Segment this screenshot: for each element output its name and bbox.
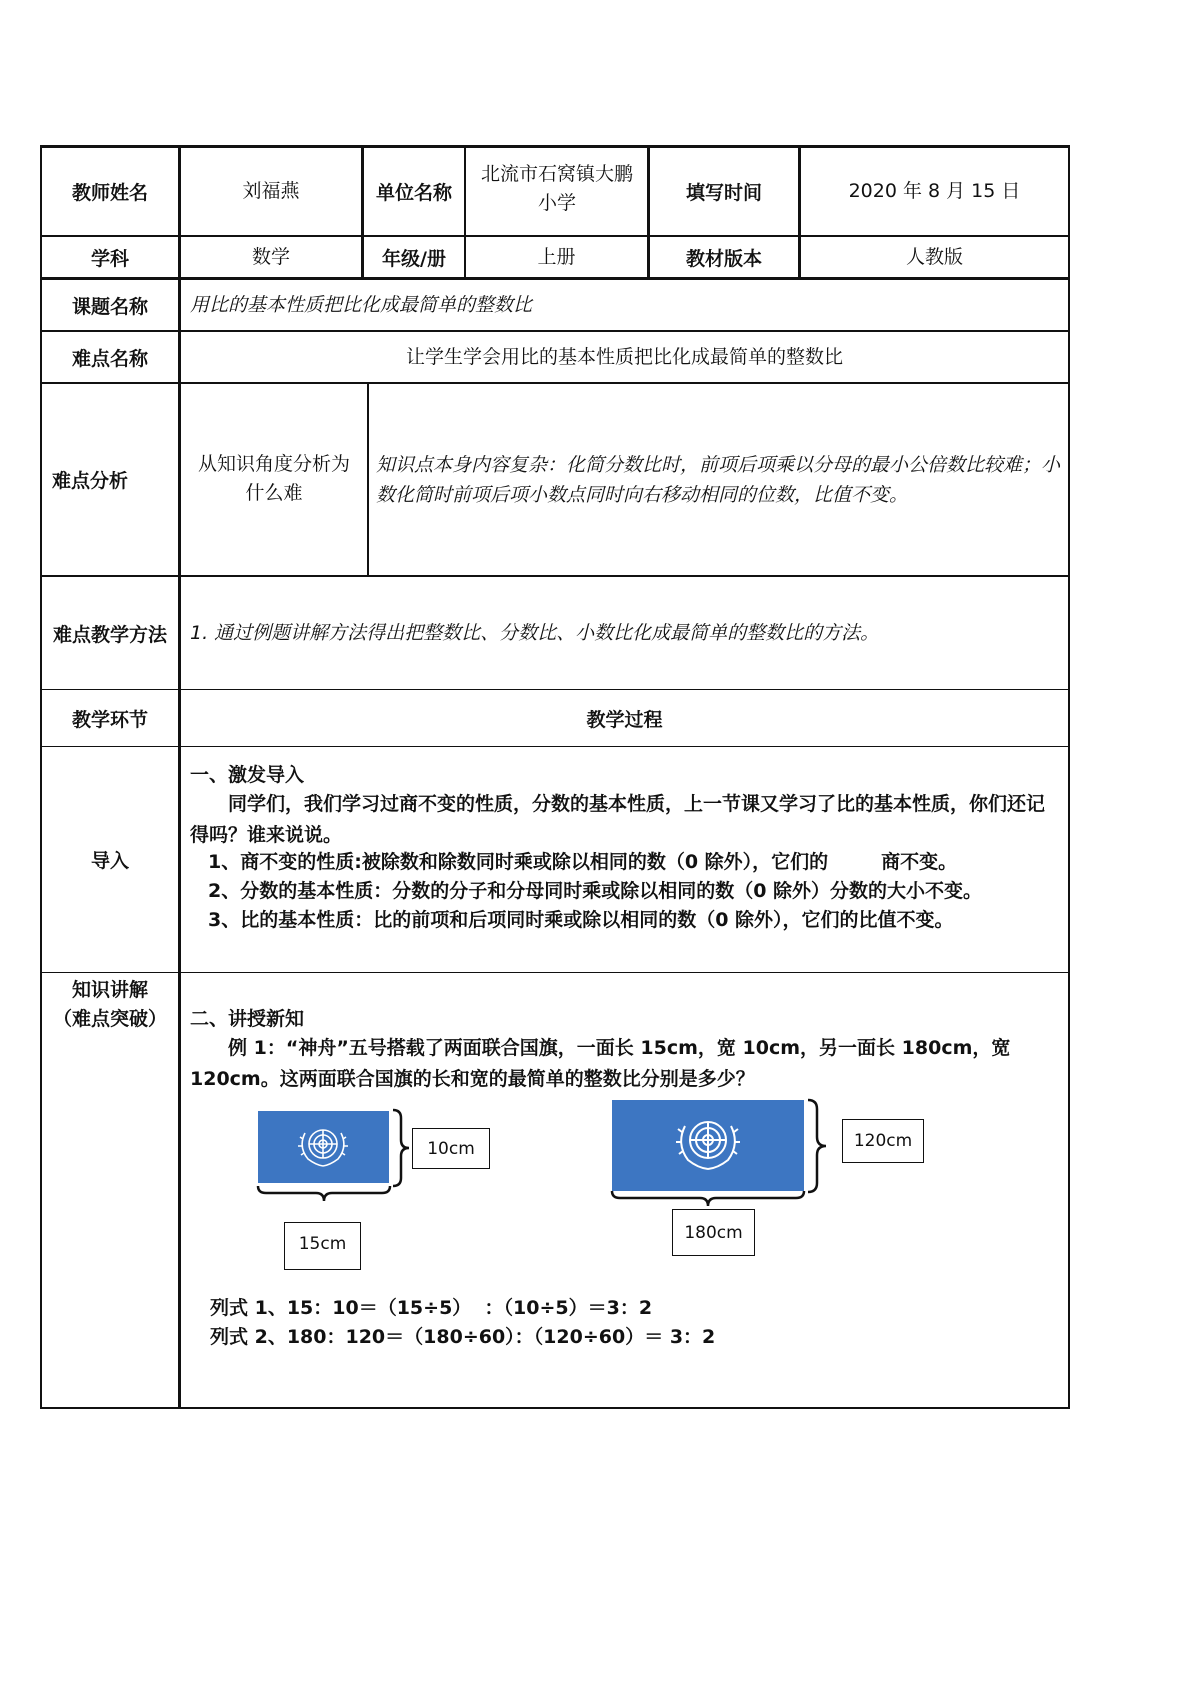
grade-value: 上册: [537, 245, 576, 268]
fill-date-label: 填写时间: [685, 182, 762, 204]
intro-label: 导入: [90, 850, 129, 872]
brace-bottom: [256, 1184, 392, 1208]
process-header-label: 教学环节: [71, 708, 148, 731]
column-divider: [367, 382, 369, 577]
unit-name-value: 北流市石窝镇大鹏小学: [480, 162, 633, 214]
teacher-name-value: 刘福燕: [242, 180, 300, 202]
fill-date-value: 2020 年 8 月 15 日: [848, 180, 1021, 202]
analysis-sublabel: 从知识角度分析为什么难: [197, 453, 350, 504]
method-value: 1. 通过例题讲解方法得出把整数比、分数比、小数比化成最简单的整数比的方法。: [190, 622, 880, 644]
flag1-length-box: [284, 1222, 361, 1270]
brace-right: [391, 1108, 411, 1192]
intro-item: 3、比的基本性质：比的前项和后项同时乘或除以相同的数（0 除外），它们的比值不变。: [208, 909, 954, 931]
process-header-value: 教学过程: [586, 708, 663, 731]
un-emblem-icon: [258, 1111, 389, 1183]
method-label: 难点教学方法: [52, 623, 167, 646]
un-flag-small: [258, 1111, 389, 1183]
row-divider: [40, 746, 1070, 747]
unit-name-label: 单位名称: [375, 182, 452, 204]
topic-value: 用比的基本性质把比化成最简单的整数比: [190, 294, 533, 316]
intro-paragraph: 同学们，我们学习过商不变的性质，分数的基本性质，上一节课又学习了比的基本性质，你们还记得吗？谁来说说。: [190, 793, 1046, 846]
flag1-width-box: 10cm: [412, 1128, 490, 1169]
edition-value: 人教版: [905, 245, 963, 268]
brace-right: [806, 1098, 828, 1198]
subject-label: 学科: [90, 247, 129, 270]
row-divider: [40, 972, 1070, 973]
grade-label: 年级/册: [382, 247, 446, 270]
flag1-length-text: 15cm: [298, 1234, 347, 1254]
analysis-value: 知识点本身内容复杂：化简分数比时，前项后项乘以分母的最小公倍数比较难；小数化简时前项后项小数点同时向右移动相同的位数，比值不变。: [376, 454, 1061, 506]
knowledge-label-line2: （难点突破）: [52, 1008, 167, 1030]
intro-title: 一、激发导入: [190, 764, 305, 786]
difficulty-value: 让学生学会用比的基本性质把比化成最简单的整数比: [405, 345, 843, 368]
table-border-bottom: [40, 1407, 1070, 1409]
knowledge-title: 二、讲授新知: [190, 1008, 305, 1030]
edition-label: 教材版本: [685, 247, 762, 270]
un-flag-large: [612, 1100, 804, 1191]
subject-value: 数学: [251, 245, 290, 268]
intro-item: 1、商不变的性质:被除数和除数同时乘或除以相同的数（0 除外），它们的 商不变。: [208, 851, 958, 873]
knowledge-label-line1: 知识讲解: [71, 979, 148, 1001]
row-divider: [40, 382, 1070, 384]
table-border-right: [1068, 145, 1070, 1409]
teacher-name-label: 教师姓名: [71, 182, 148, 204]
example-text: 例 1：“神舟”五号搭载了两面联合国旗，一面长 15cm，宽 10cm，另一面长 180cm，宽 120cm。这两面联合国旗的长和宽的最简单的整数比分别是多少？: [190, 1037, 1011, 1090]
knowledge-label: [42, 975, 178, 1035]
flag2-length-box: 180cm: [672, 1209, 755, 1256]
difficulty-label: 难点名称: [71, 347, 148, 370]
intro-item: 2、分数的基本性质：分数的分子和分母同时乘或除以相同的数（0 除外）分数的大小不变。: [208, 880, 983, 902]
formula-2: 列式 2、180：120＝（180÷60）：（120÷60）＝ 3：2: [210, 1326, 716, 1348]
topic-label: 课题名称: [71, 295, 148, 318]
analysis-label: 难点分析: [51, 470, 128, 492]
un-emblem-icon: [612, 1100, 804, 1191]
formula-1: 列式 1、15：10＝（15÷5） ：（10÷5）＝3：2: [210, 1297, 653, 1319]
flag2-width-box: 120cm: [842, 1119, 924, 1163]
